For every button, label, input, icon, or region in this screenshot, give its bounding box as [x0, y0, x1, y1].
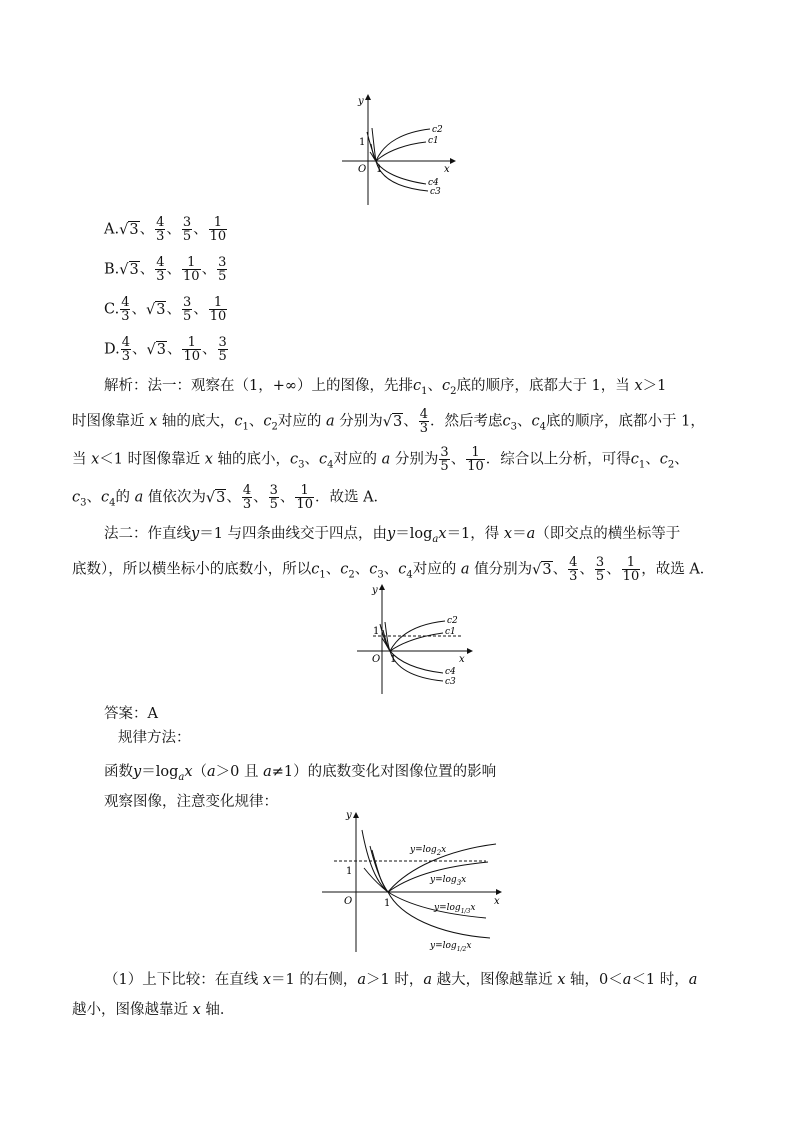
fig1-one-y: 1 — [359, 137, 366, 148]
fig1-c4-label: c4 — [428, 178, 439, 188]
option-a-letter: A. — [104, 221, 120, 238]
option-a: A.√3、 $\frac{4}{3}$ 、 $\frac{3}{5}$ 、 $\frac{1}{10}$ — [104, 215, 227, 244]
fig3-x-label: x — [494, 896, 500, 907]
curve-log-one-half — [372, 850, 490, 938]
figure-1-log-curves — [338, 92, 458, 210]
sqrt-icon: √3 — [532, 561, 552, 578]
sqrt-icon: √3 — [119, 261, 139, 278]
option-c: C. $\frac{4}{3}$ 、√3、 $\frac{3}{5}$ 、 $\frac{1}{10}$ — [104, 295, 227, 324]
analysis-line-5: 法二：作直线y＝1 与四条曲线交于四点，由$y=\log_ax=1$，得 x＝a（即交点的横坐标等于 — [104, 526, 681, 545]
fig1-origin: O — [358, 164, 367, 175]
fig3-y-label: y — [346, 810, 352, 821]
fig3-label-log2: $y=\log_2x$ — [410, 845, 447, 857]
fig1-y-label: y — [358, 96, 364, 107]
fig2-x-label: x — [459, 654, 465, 665]
method-line-2: 观察图像，注意变化规律： — [104, 794, 278, 810]
x-axis-arrow — [467, 648, 473, 654]
answer-line: 答案：A — [104, 706, 158, 722]
fig2-c3-label: c3 — [445, 677, 456, 687]
analysis-line-3: 当 x＜1 时图像靠近 x 轴的底小，$c_3$、$c_4$对应的 a 分别为 $\frac{3}{5}$ 、 $\frac{1}{10}$ ．综合以上分析，可得$c_1$、$c_2$、 — [72, 445, 689, 474]
fig1-one-x: 1 — [376, 164, 383, 175]
fig1-c1-label: c1 — [428, 136, 439, 146]
option-d: D. $\frac{4}{3}$ 、√3、 $\frac{1}{10}$ 、 $\frac{3}{5}$ — [104, 335, 227, 364]
option-b-letter: B. — [104, 261, 120, 278]
fig2-c1-label: c1 — [445, 627, 456, 637]
sqrt-icon: √3 — [205, 489, 226, 506]
fig3-origin: O — [344, 896, 353, 907]
fig1-x-label: x — [444, 164, 450, 175]
analysis-line-4: $c_3$、$c_4$的 a 值依次为√3、 $\frac{4}{3}$ 、 $\frac{3}{5}$ 、 $\frac{1}{10}$ ．故选 A． — [72, 483, 389, 512]
sqrt-icon: √3 — [146, 341, 166, 358]
fig2-origin: O — [372, 654, 381, 665]
curve-c1 — [367, 132, 426, 161]
rule-line-2: 越小，图像越靠近 x 轴． — [72, 1002, 235, 1018]
fig2-one-x: 1 — [390, 654, 397, 665]
curve-c2 — [372, 128, 430, 161]
fig3-label-log-one-third: $y=\log_{1/3}x$ — [434, 903, 476, 915]
option-c-letter: C. — [104, 301, 120, 318]
option-b: B.√3、 $\frac{4}{3}$ 、 $\frac{1}{10}$ 、 $\frac{3}{5}$ — [104, 255, 227, 284]
option-d-letter: D. — [104, 341, 120, 358]
fig2-y-label: y — [372, 585, 378, 596]
rule-line-1: （1）上下比较：在直线 x＝1 的右侧，a＞1 时，a 越大，图像越靠近 x 轴，0＜a＜1 时，a — [104, 972, 698, 988]
analysis-line-2: 时图像靠近 x 轴的底大，$c_1$、$c_2$对应的 a 分别为√3、 $\frac{4}{3}$ ．然后考虑$c_3$、$c_4$底的顺序，底都小于 1， — [72, 407, 705, 436]
method-line-1: 函数$y=\log_ax(a>0$ 且 a≠1）的底数变化对图像位置的影响 — [104, 764, 497, 783]
fig2-c2-label: c2 — [447, 616, 458, 626]
figure-2-log-curves-with-line — [355, 580, 475, 698]
sqrt-icon: √3 — [119, 221, 139, 238]
sqrt-icon: √3 — [145, 301, 166, 318]
y-axis-arrow — [379, 584, 385, 590]
figure-3-log-comparison — [318, 808, 508, 956]
x-axis-arrow — [450, 158, 456, 164]
fig3-one-y: 1 — [346, 866, 353, 877]
method-title: 规律方法： — [118, 730, 191, 746]
fig2-c4-label: c4 — [445, 667, 456, 677]
x-axis-arrow — [496, 889, 502, 895]
fig1-c2-label: c2 — [432, 125, 443, 135]
y-axis-arrow — [353, 812, 359, 818]
fig3-label-log3: $y=\log_3x$ — [430, 875, 467, 887]
curve-c1 — [380, 624, 443, 651]
fig3-label-log-one-half: $y=\log_{1/2}x$ — [430, 941, 472, 953]
fig2-one-y: 1 — [373, 626, 380, 637]
sqrt-icon: √3 — [382, 413, 403, 430]
y-axis-arrow — [365, 94, 371, 100]
fig1-c3-label: c3 — [430, 187, 441, 197]
analysis-line-1: 解析：法一：观察在（1，+∞）上的图像，先排$c_1$、$c_2$底的顺序，底都大于 1，当 x＞1 — [104, 378, 667, 397]
analysis-line-6: 底数），所以横坐标小的底数小，所以$c_1$、$c_2$、$c_3$、$c_4$对应的 a 值分别为√3、 $\frac{4}{3}$ 、 $\frac{3}{5}$ 、 $\frac{1}{10}$ ，故选 A． — [72, 555, 715, 584]
fig3-one-x: 1 — [384, 898, 391, 909]
